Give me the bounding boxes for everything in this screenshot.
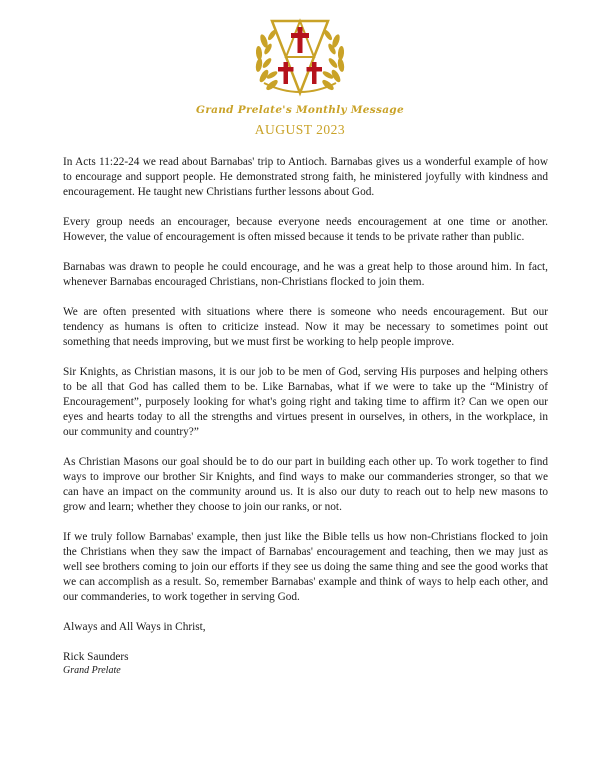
signer-name: Rick Saunders [63, 651, 129, 663]
signature-block [63, 620, 548, 677]
paragraph: Sir Knights, as Christian masons, it is our job to be men of God, serving His purposes and helping others to be all that God has called them to be. Like Barnabas, what if we were to take up the “Ministry of Encouragement”, purposely looking for what's going right and taking time to affirm it? Can we open our eyes and hearts today to all the strengths and virtues present in ourselves, in others, in the workplace, in our community and country?” [63, 366, 548, 438]
triangle-cross-wreath-icon [250, 13, 350, 103]
signer-role: Grand Prelate [63, 665, 121, 676]
message-month: AUGUST 2023 [254, 122, 346, 137]
letter-body [63, 155, 548, 677]
paragraph: Every group needs an encourager, because everyone needs encouragement at one time or another. However, the value of encouragement is often missed because it tends to be private rather than public. [63, 216, 548, 243]
paragraph: If we truly follow Barnabas' example, then just like the Bible tells us how non-Christians flocked to join the Christians when they saw the impact of Barnabas' encouragement and teaching, then we may just as well see brothers coming to join our efforts if they see us doing the same thing and see the good works that we can accomplish as a result. So, remember Barnabas' example and think of ways to help each other, and our commanderies, to work together in serving God. [63, 531, 548, 603]
salutation: Always and All Ways in Christ, [63, 621, 206, 633]
paragraph: In Acts 11:22-24 we read about Barnabas' trip to Antioch. Barnabas gives us a wonderful example of how to encourage and support people. He demonstrated strong faith, he ministered joyfully with kindness and encouragement. He taught new Christians further lessons about God. [63, 156, 548, 198]
message-title: Grand Prelate's Monthly Message [196, 104, 404, 116]
paragraph: Barnabas was drawn to people he could encourage, and he was a great help to those around him. In fact, whenever Barnabas encouraged Christians, non-Christians flocked to join them. [63, 261, 548, 288]
paragraph: As Christian Masons our goal should be to do our part in building each other up. To work together to find ways to improve our brother Sir Knights, and find ways to make our commanderies stronger, so that we can have an impact on the community around us. It is also our duty to reach out to help new masons to grow and learn; whether they choose to join our ranks, or not. [63, 456, 548, 513]
paragraph: We are often presented with situations where there is someone who needs encouragement. But our tendency as humans is often to criticize instead. Now it may be necessary to sometimes point out something that needs improving, but we must first be working to help people improve. [63, 306, 548, 348]
